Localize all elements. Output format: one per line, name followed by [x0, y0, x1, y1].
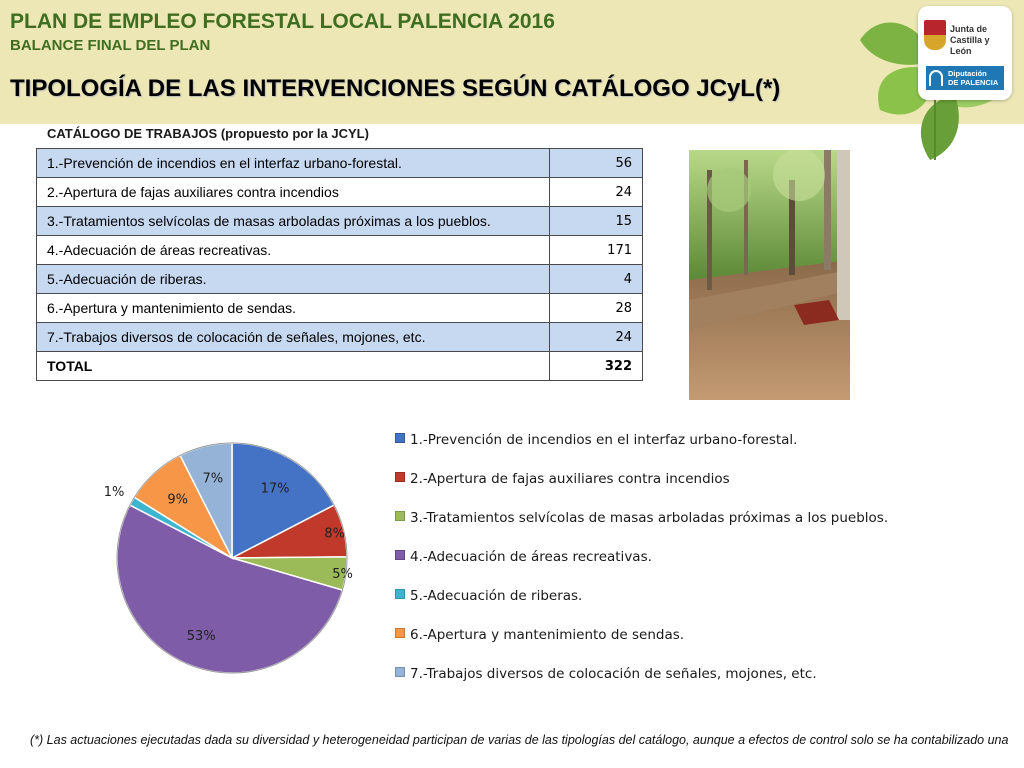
table-row [37, 149, 643, 178]
plan-title: PLAN DE EMPLEO FORESTAL LOCAL PALENCIA 2016 [10, 10, 555, 33]
legend-item [395, 666, 817, 686]
legend-label: 2.-Apertura de fajas auxiliares contra incendios [410, 471, 730, 487]
row-value: 56 [550, 149, 643, 178]
total-row [37, 352, 643, 381]
pie-data-label: 8% [324, 526, 345, 542]
diputacion-logo [926, 66, 1004, 90]
arch-icon [929, 70, 943, 86]
row-label: 2.-Apertura de fajas auxiliares contra incendios [37, 178, 550, 207]
table-row [37, 207, 643, 236]
pie-data-label: 7% [202, 471, 224, 487]
catalog-title [47, 126, 369, 141]
table-row [37, 323, 643, 352]
table-row [37, 178, 643, 207]
pie-data-label: 53% [186, 628, 216, 644]
legend-swatch [395, 511, 405, 521]
row-label: 7.-Trabajos diversos de colocación de señales, mojones, etc. [37, 323, 550, 352]
row-value: 171 [550, 236, 643, 265]
row-value: 4 [550, 265, 643, 294]
footnote: (*) Las actuaciones ejecutadas dada su diversidad y heterogeneidad participan de varias de las tipologías del catálogo, aunque a efectos de control solo se ha contabilizado una [30, 733, 1009, 747]
legend-item [395, 588, 582, 608]
table-row [37, 265, 643, 294]
legend-swatch [395, 628, 405, 638]
forest-photo [689, 150, 850, 400]
legend-label: 5.-Adecuación de riberas. [410, 588, 583, 604]
catalog-title-main: CATÁLOGO DE TRABAJOS [47, 126, 218, 141]
legend-item [395, 510, 888, 530]
legend-label: 1.-Prevención de incendios en el interfaz urbano-forestal. [410, 432, 798, 448]
dip-logo-line1: Diputación [948, 69, 987, 78]
row-value: 24 [550, 323, 643, 352]
legend-label: 6.-Apertura y mantenimiento de sendas. [410, 627, 685, 643]
logos-panel [918, 6, 1012, 100]
total-label: TOTAL [37, 352, 550, 381]
legend-swatch [395, 667, 405, 677]
legend-item [395, 471, 730, 491]
jcyl-logo-line2: Castilla y León [950, 35, 990, 56]
legend-label: 3.-Tratamientos selvícolas de masas arboladas próximas a los pueblos. [410, 510, 889, 526]
legend-swatch [395, 472, 405, 482]
pie-chart [100, 430, 380, 690]
page-title: TIPOLOGÍA DE LAS INTERVENCIONES SEGÚN CATÁLOGO JCyL(*) [10, 75, 781, 102]
plan-subtitle: BALANCE FINAL DEL PLAN [10, 37, 211, 54]
row-value: 15 [550, 207, 643, 236]
dip-logo-line2: DE PALENCIA [948, 78, 999, 87]
legend-swatch [395, 433, 405, 443]
legend-swatch [395, 550, 405, 560]
jcyl-logo [924, 20, 1008, 54]
row-label: 4.-Adecuación de áreas recreativas. [37, 236, 550, 265]
jcyl-logo-line1: Junta de [950, 24, 988, 34]
row-value: 24 [550, 178, 643, 207]
shield-icon [924, 20, 946, 50]
legend-item [395, 432, 797, 452]
table-row [37, 236, 643, 265]
row-label: 1.-Prevención de incendios en el interfaz urbano-forestal. [37, 149, 550, 178]
row-value: 28 [550, 294, 643, 323]
catalog-table [36, 148, 643, 381]
legend-swatch [395, 589, 405, 599]
row-label: 5.-Adecuación de riberas. [37, 265, 550, 294]
legend-label: 4.-Adecuación de áreas recreativas. [410, 549, 652, 565]
legend-item [395, 549, 652, 569]
table-row [37, 294, 643, 323]
legend-label: 7.-Trabajos diversos de colocación de señales, mojones, etc. [410, 666, 817, 682]
row-label: 6.-Apertura y mantenimiento de sendas. [37, 294, 550, 323]
pie-data-label: 9% [167, 492, 188, 508]
pie-data-label: 5% [332, 567, 353, 583]
total-value: 322 [550, 352, 643, 381]
catalog-title-suffix: (propuesto por la JCYL) [220, 126, 369, 141]
pie-data-label: 1% [103, 484, 125, 500]
pie-data-label: 17% [260, 481, 290, 497]
row-label: 3.-Tratamientos selvícolas de masas arboladas próximas a los pueblos. [37, 207, 550, 236]
legend-item [395, 627, 684, 647]
